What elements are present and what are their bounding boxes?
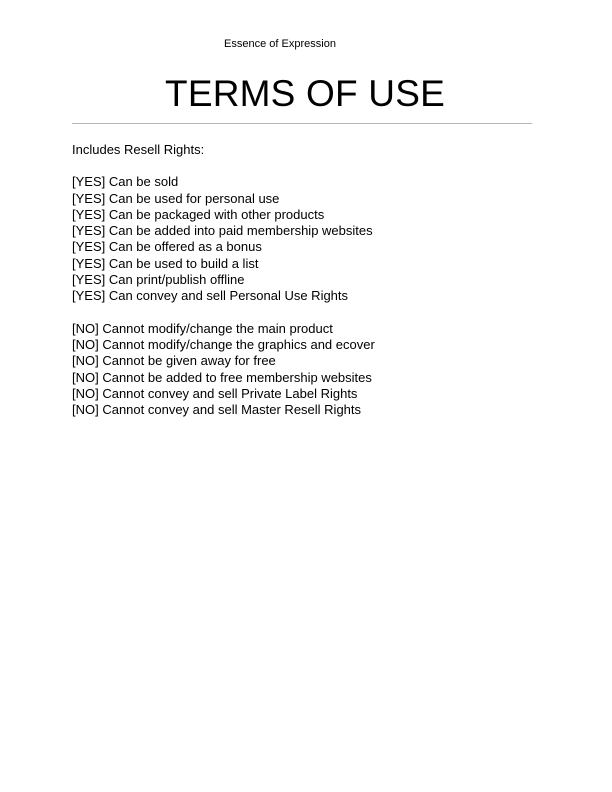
allowed-right-item: [YES] Can be used to build a list <box>72 255 259 271</box>
allowed-right-item: [YES] Can be offered as a bonus <box>72 239 262 255</box>
allowed-right-item: [YES] Can be sold <box>72 174 179 190</box>
allowed-right-item: [YES] Can be used for personal use <box>72 190 280 206</box>
title-divider <box>72 123 532 124</box>
restricted-right-item: [NO] Cannot be given away for free <box>72 353 276 369</box>
restricted-right-item: [NO] Cannot be added to free membership websites <box>72 369 372 385</box>
restricted-right-item: [NO] Cannot convey and sell Master Resell Rights <box>72 402 362 418</box>
allowed-right-item: [YES] Can convey and sell Personal Use Rights <box>72 288 349 304</box>
rights-intro: Includes Resell Rights: <box>72 142 205 157</box>
allowed-right-item: [YES] Can be packaged with other products <box>72 206 325 222</box>
terms-content <box>72 142 552 418</box>
page-header: Essence of Expression <box>224 38 336 50</box>
restricted-rights-list <box>72 321 552 419</box>
restricted-right-item: [NO] Cannot convey and sell Private Label Rights <box>72 385 358 401</box>
restricted-right-item: [NO] Cannot modify/change the main product <box>72 320 333 336</box>
restricted-right-item: [NO] Cannot modify/change the graphics and ecover <box>72 336 375 352</box>
allowed-right-item: [YES] Can print/publish offline <box>72 272 245 288</box>
page-title: TERMS OF USE <box>165 73 445 114</box>
allowed-right-item: [YES] Can be added into paid membership websites <box>72 223 373 239</box>
allowed-rights-list <box>72 174 552 304</box>
